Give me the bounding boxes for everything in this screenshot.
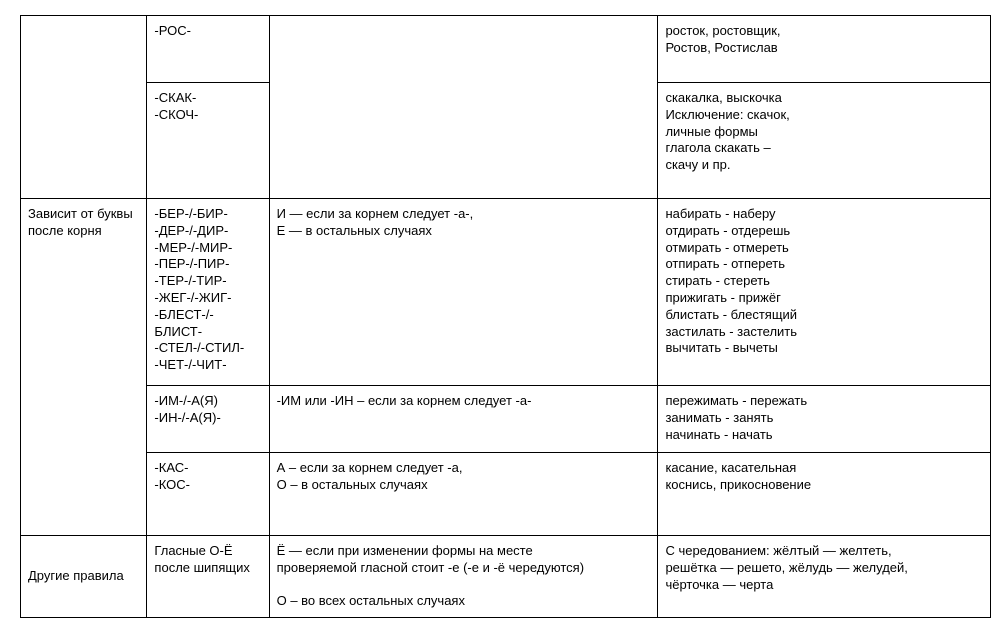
examples-cell: С чередованием: жёлтый — желтеть, решётка — решето, жёлудь — желудей, чёрточка — черта [658,536,991,618]
root-cell: -СКАК- -СКОЧ- [147,83,269,199]
group-cell: Зависит от буквы после корня [21,199,147,536]
root-cell: Гласные О-Ё после шипящих [147,536,269,618]
rule-cell: Ё — если при изменении формы на месте проверяемой гласной стоит -е (-е и -ё чередуются) О – во всех остальных случаях [269,536,658,618]
rule-cell: А – если за корнем следует -а, О – в остальных случаях [269,453,658,536]
rule-cell [269,16,658,199]
root-cell: -ИМ-/-А(Я) -ИН-/-А(Я)- [147,386,269,453]
table-row [21,536,991,618]
table-row [21,16,991,83]
root-cell: -КАС- -КОС- [147,453,269,536]
table-row [21,199,991,386]
group-cell: Другие правила [21,536,147,618]
examples-cell: набирать - наберу отдирать - отдерешь отмирать - отмереть отпирать - отпереть стирать - стереть прижигать - прижёг блистать - блестящий застилать - застелить вычитать - вычеты [658,199,991,386]
examples-cell: росток, ростовщик, Ростов, Ростислав [658,16,991,83]
examples-cell: скакалка, выскочка Исключение: скачок, личные формы глагола скакать – скачу и пр. [658,83,991,199]
examples-cell: пережимать - пережать занимать - занять начинать - начать [658,386,991,453]
rule-cell: И — если за корнем следует -а-, Е — в остальных случаях [269,199,658,386]
root-cell: -БЕР-/-БИР- -ДЕР-/-ДИР- -МЕР-/-МИР- -ПЕР-/-ПИР- -ТЕР-/-ТИР- -ЖЕГ-/-ЖИГ- -БЛЕСТ-/- БЛИСТ- -СТЕЛ-/-СТИЛ- -ЧЕТ-/-ЧИТ- [147,199,269,386]
group-cell [21,16,147,199]
table-row [21,386,991,453]
rule-cell: -ИМ или -ИН – если за корнем следует -а- [269,386,658,453]
table-row [21,453,991,536]
root-cell: -РОС- [147,16,269,83]
alternating-roots-table [20,15,991,618]
examples-cell: касание, касательная коснись, прикосновение [658,453,991,536]
